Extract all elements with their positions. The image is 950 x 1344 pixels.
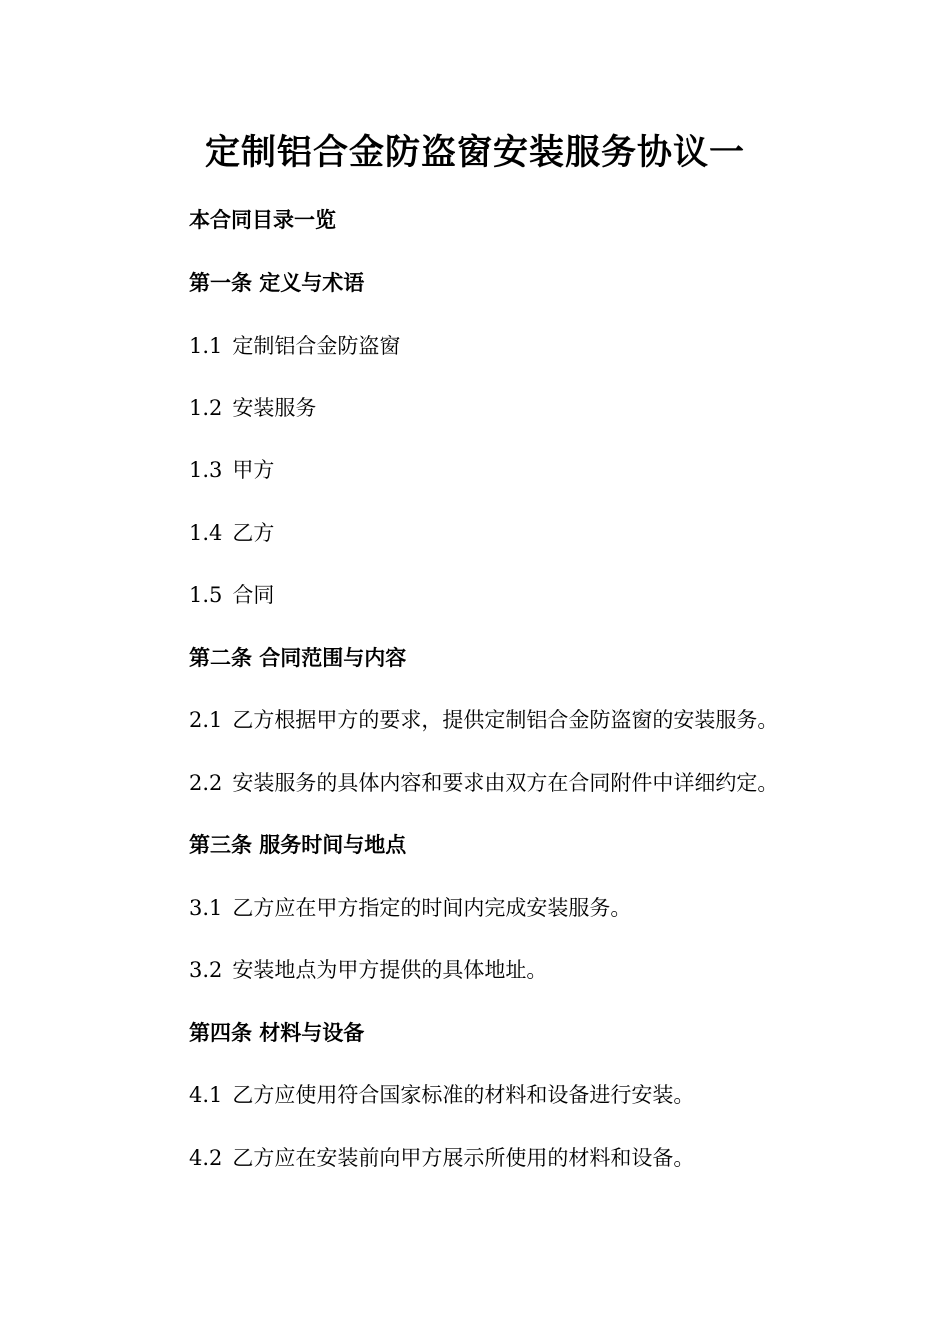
clause-item bbox=[189, 1080, 694, 1110]
clause-number: 4.2 bbox=[189, 1146, 223, 1170]
section-heading: 第一条 定义与术语 bbox=[189, 271, 365, 295]
clause-number: 1.5 bbox=[189, 583, 223, 607]
clause-text: 乙方应使用符合国家标准的材料和设备进行安装。 bbox=[232, 1083, 695, 1107]
clause-item bbox=[189, 580, 274, 610]
clause-number: 3.1 bbox=[189, 896, 223, 920]
clause-item bbox=[189, 518, 274, 548]
section-heading: 第三条 服务时间与地点 bbox=[189, 833, 407, 857]
section-heading: 第四条 材料与设备 bbox=[189, 1021, 365, 1045]
clause-number: 1.2 bbox=[189, 396, 223, 420]
clause-text: 甲方 bbox=[232, 458, 275, 482]
clause-text: 乙方应在安装前向甲方展示所使用的材料和设备。 bbox=[232, 1146, 695, 1170]
clause-item bbox=[189, 705, 778, 735]
section-heading: 第二条 合同范围与内容 bbox=[189, 646, 407, 670]
clause-item bbox=[189, 955, 547, 985]
clause-text: 合同 bbox=[232, 583, 275, 607]
clause-number: 1.3 bbox=[189, 458, 223, 482]
clause-text: 定制铝合金防盗窗 bbox=[232, 334, 401, 358]
clause-number: 1.4 bbox=[189, 521, 223, 545]
document-title: 定制铝合金防盗窗安装服务协议一 bbox=[204, 132, 745, 173]
toc-heading: 本合同目录一览 bbox=[189, 208, 336, 232]
clause-item bbox=[189, 1143, 694, 1173]
clause-text: 乙方应在甲方指定的时间内完成安装服务。 bbox=[232, 896, 632, 920]
clause-item bbox=[189, 768, 778, 798]
clause-item bbox=[189, 455, 274, 485]
clause-item bbox=[189, 331, 400, 361]
clause-number: 1.1 bbox=[189, 334, 223, 358]
clause-number: 2.1 bbox=[189, 708, 223, 732]
clause-text: 安装服务的具体内容和要求由双方在合同附件中详细约定。 bbox=[232, 771, 779, 795]
clause-number: 4.1 bbox=[189, 1083, 223, 1107]
clause-number: 3.2 bbox=[189, 958, 223, 982]
clause-text: 安装地点为甲方提供的具体地址。 bbox=[232, 958, 548, 982]
clause-text: 乙方 bbox=[232, 521, 275, 545]
clause-number: 2.2 bbox=[189, 771, 223, 795]
clause-item bbox=[189, 393, 316, 423]
clause-text: 安装服务 bbox=[232, 396, 317, 420]
clause-item bbox=[189, 893, 631, 923]
clause-text: 乙方根据甲方的要求，提供定制铝合金防盗窗的安装服务。 bbox=[232, 708, 779, 732]
